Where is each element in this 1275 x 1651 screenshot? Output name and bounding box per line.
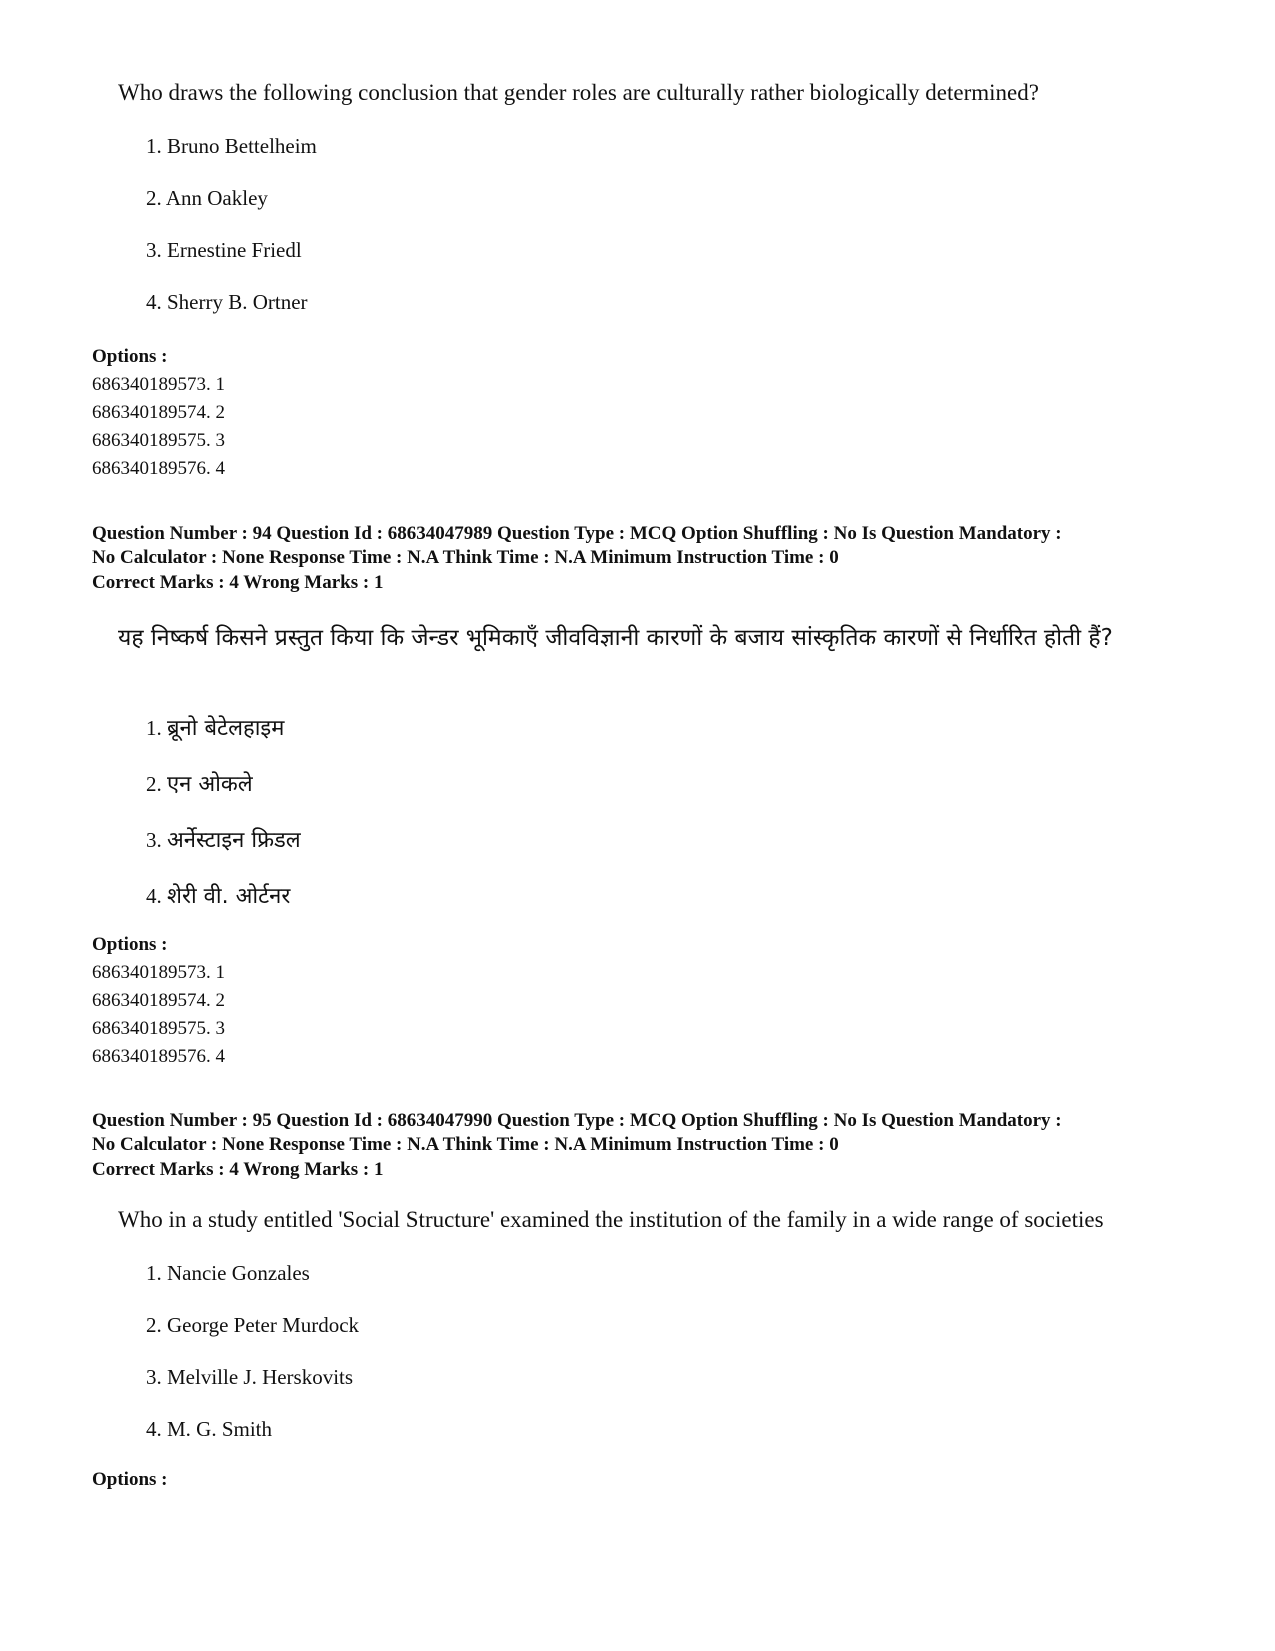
choice-number: 3.: [146, 828, 162, 852]
question-text: Who draws the following conclusion that gender roles are culturally rather biologically determined?: [118, 80, 1039, 105]
marks-line: Correct Marks : 4 Wrong Marks : 1: [92, 1159, 384, 1180]
option-id: 686340189576. 4: [92, 458, 225, 479]
choice-text: शेरी वी. ओर्टनर: [167, 884, 291, 909]
question-text: Who in a study entitled 'Social Structure' examined the institution of the family in a wide range of societies: [118, 1207, 1104, 1232]
choice-number: 1.: [146, 716, 162, 740]
option-id: 686340189575. 3: [92, 1018, 225, 1039]
choice-2: [146, 768, 253, 798]
choice-1: 1. Bruno Bettelheim: [146, 134, 317, 158]
question-meta: [92, 522, 1062, 570]
choice-3: 3. Melville J. Herskovits: [146, 1365, 354, 1389]
option-id: 686340189576. 4: [92, 1046, 225, 1067]
choice-2: 2. Ann Oakley: [146, 186, 268, 210]
choice-2: 2. George Peter Murdock: [146, 1313, 360, 1337]
options-label: Options :: [92, 1469, 168, 1490]
option-id: 686340189574. 2: [92, 990, 225, 1011]
question-meta-line: No Calculator : None Response Time : N.A Think Time : N.A Minimum Instruction Time : 0: [92, 1134, 839, 1155]
option-id: 686340189573. 1: [92, 962, 225, 983]
question-meta-line: No Calculator : None Response Time : N.A Think Time : N.A Minimum Instruction Time : 0: [92, 547, 839, 568]
choice-number: 4.: [146, 884, 162, 908]
choice-1: 1. Nancie Gonzales: [146, 1261, 310, 1285]
question-meta: [92, 1109, 1062, 1157]
choice-4: 4. Sherry B. Ortner: [146, 290, 308, 314]
choice-text: अर्नेस्टाइन फ्रिडल: [167, 828, 301, 853]
marks-line: Correct Marks : 4 Wrong Marks : 1: [92, 572, 384, 593]
question-meta-line: Question Number : 94 Question Id : 68634047989 Question Type : MCQ Option Shuffling : No Is Question Mandatory :: [92, 523, 1062, 544]
choice-text: एन ओकले: [167, 772, 253, 797]
option-id: 686340189573. 1: [92, 374, 225, 395]
options-label: Options :: [92, 934, 168, 955]
question-meta-line: Question Number : 95 Question Id : 68634047990 Question Type : MCQ Option Shuffling : No Is Question Mandatory :: [92, 1110, 1062, 1131]
options-label: Options :: [92, 346, 168, 367]
choice-4: [146, 880, 290, 910]
choice-number: 2.: [146, 772, 162, 796]
choice-1: [146, 712, 284, 742]
option-id: 686340189574. 2: [92, 402, 225, 423]
question-text: यह निष्कर्ष किसने प्रस्तुत किया कि जेन्डर भूमिकाएँ जीवविज्ञानी कारणों के बजाय सांस्कृतिक कारणों से निर्धारित होती हैं?: [118, 625, 1113, 651]
choice-text: ब्रूनो बेटेलहाइम: [167, 716, 285, 741]
choice-3: [146, 824, 301, 854]
choice-4: 4. M. G. Smith: [146, 1417, 273, 1441]
choice-3: 3. Ernestine Friedl: [146, 238, 302, 262]
option-id: 686340189575. 3: [92, 430, 225, 451]
